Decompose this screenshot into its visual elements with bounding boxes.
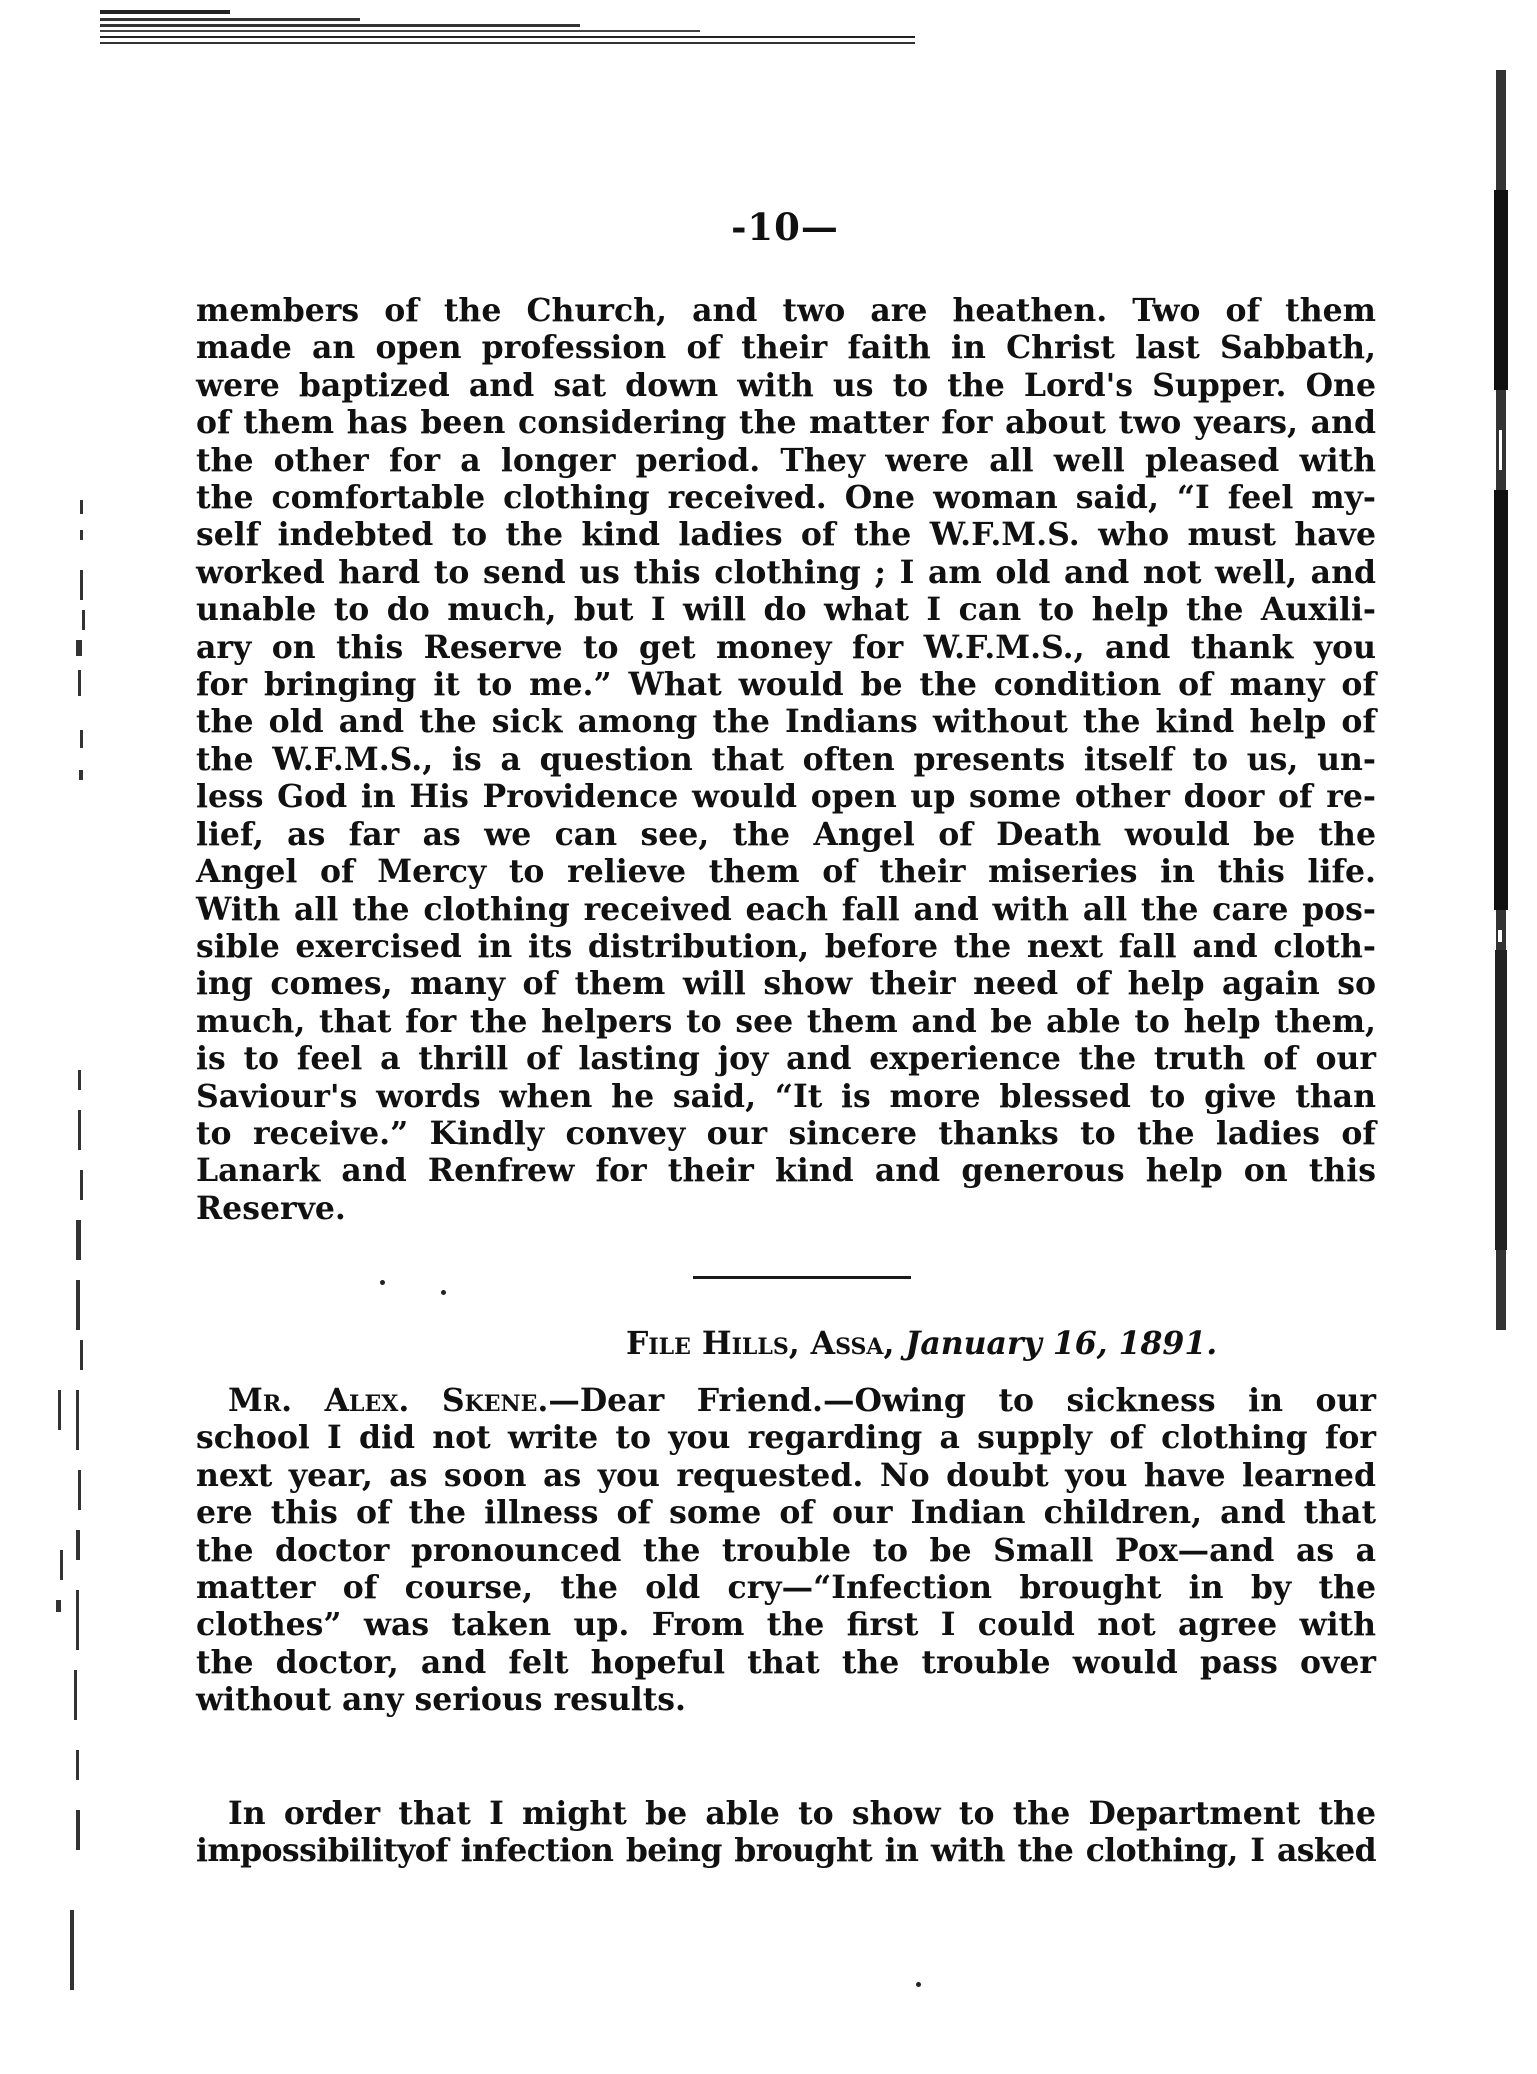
text-line: of them has been considering the matter for about two years, and [196,404,1376,442]
text-line: worked hard to send us this clothing ; I am old and not well, and [196,553,1376,591]
paragraph-1 [196,292,1376,1227]
text-line: ing comes, many of them will show their need of help again so [196,965,1376,1003]
text-line: less God in His Providence would open up some other door of re- [196,778,1376,816]
page-number: -10— [731,205,839,249]
text-line: In order that I might be able to show to the Department the [228,1795,1376,1832]
letter-salutation: Mr. Alex. Skene. [228,1382,549,1419]
text-line: the comfortable clothing received. One woman said, “I feel my- [196,479,1376,517]
top-border-rule [100,8,920,48]
text-line: Reserve. [196,1189,346,1227]
text-line: to receive.” Kindly convey our sincere thanks to the ladies of [196,1114,1376,1152]
text-line: the doctor, and felt hopeful that the trouble would pass over [196,1643,1376,1681]
text-line-rest: —Dear Friend.—Owing to sickness in our [548,1382,1377,1419]
text-line: lief, as far as we can see, the Angel of Death would be the [196,815,1376,853]
text-line: impossibilityof infection being brought in with the clothing, I asked [196,1832,1376,1870]
text-line: Lanark and Renfrew for their kind and generous help on this [196,1152,1376,1190]
text-line: clothes” was taken up. From the first I could not agree with [196,1606,1376,1644]
text-line: members of the Church, and two are heathen. Two of them [196,292,1376,329]
binding-edge-bar [1492,70,1510,1330]
text-line: the doctor pronounced the trouble to be Small Pox—and as a [196,1531,1376,1569]
text-line: ary on this Reserve to get money for W.F.M.S., and thank you [196,628,1376,666]
scan-speck [380,1280,385,1285]
scan-speck [916,1982,921,1987]
text-line: is to feel a thrill of lasting joy and experience the truth of our [196,1040,1376,1078]
dateline-date: January 16, 1891. [905,1325,1218,1362]
text-line: unable to do much, but I will do what I can to help the Auxili- [196,591,1376,629]
text-line: the old and the sick among the Indians without the kind help of [196,703,1376,741]
text-line [196,1382,1376,1419]
margin-scan-marks [30,490,100,2010]
text-line: Saviour's words when he said, “It is more blessed to give than [196,1077,1376,1115]
text-line: With all the clothing received each fall and with all the care pos- [196,890,1376,928]
text-line: sible exercised in its distribution, before the next fall and cloth- [196,927,1376,965]
letter-dateline [626,1325,1346,1362]
text-line: much, that for the helpers to see them and be able to help them, [196,1002,1376,1040]
text-line: next year, as soon as you requested. No doubt you have learned [196,1456,1376,1494]
text-line: school I did not write to you regarding a supply of clothing for [196,1419,1376,1457]
scan-speck [441,1290,446,1295]
text-line: without any serious results. [196,1681,686,1719]
text-line: made an open profession of their faith in Christ last Sabbath, [196,329,1376,367]
dateline-place: File Hills, Assa, [626,1325,895,1362]
paragraph-2 [196,1382,1376,1719]
text-line: were baptized and sat down with us to the Lord's Supper. One [196,366,1376,404]
section-divider [693,1276,911,1279]
text-line: self indebted to the kind ladies of the W.F.M.S. who must have [196,516,1376,554]
text-line: Angel of Mercy to relieve them of their miseries in this life. [196,853,1376,891]
text-line: the other for a longer period. They were all well pleased with [196,441,1376,479]
text-line: ere this of the illness of some of our Indian children, and that [196,1494,1376,1532]
text-line: the W.F.M.S., is a question that often presents itself to us, un- [196,740,1376,778]
text-line: for bringing it to me.” What would be the condition of many of [196,666,1376,704]
text-line: matter of course, the old cry—“Infection brought in by the [196,1569,1376,1607]
paragraph-3 [196,1795,1376,1870]
